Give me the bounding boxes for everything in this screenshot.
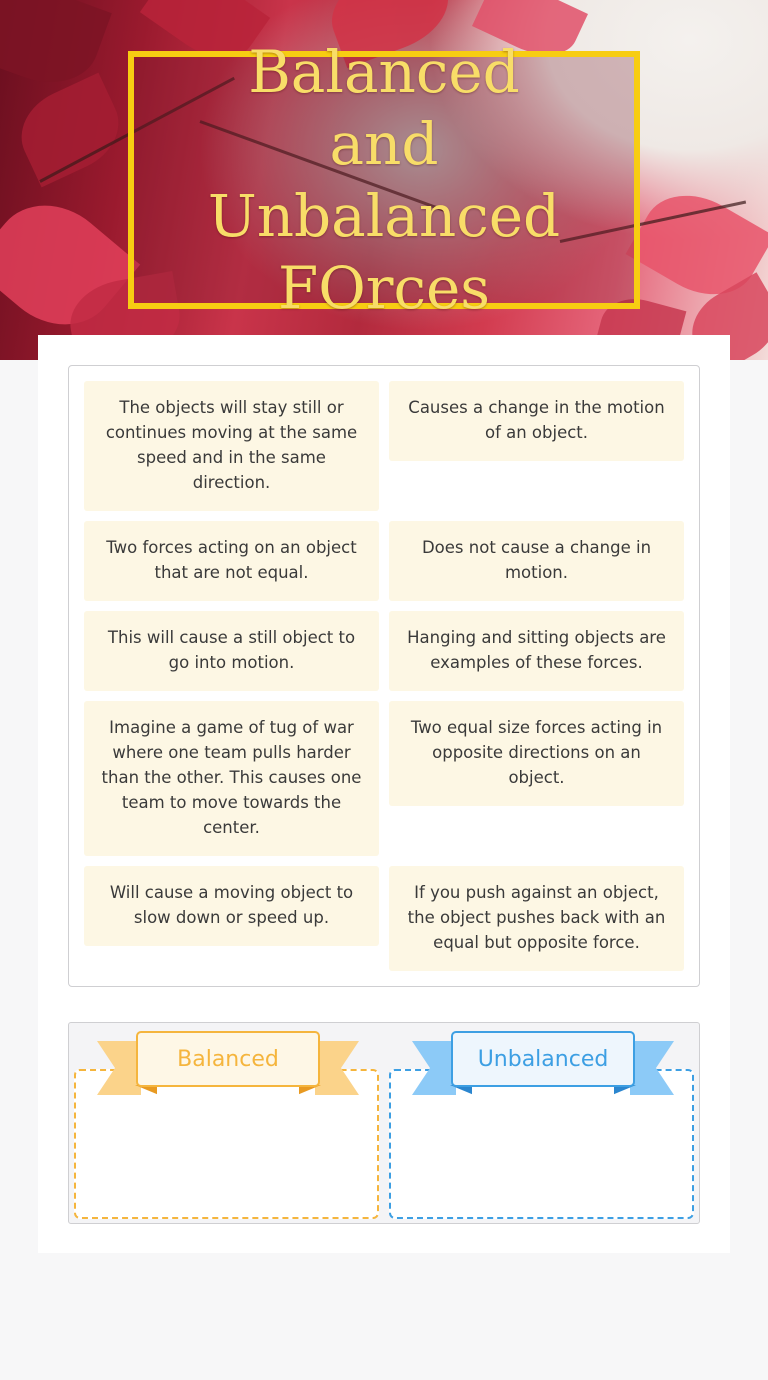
draggable-item[interactable]: Causes a change in the motion of an object. — [389, 381, 684, 461]
hero-banner — [0, 0, 768, 360]
draggable-item[interactable]: Imagine a game of tug of war where one team pulls harder than the other. This causes one team to move towards the center. — [84, 701, 379, 856]
balanced-label: Balanced — [136, 1031, 320, 1087]
balanced-ribbon — [97, 1031, 359, 1097]
draggable-item[interactable]: This will cause a still object to go into motion. — [84, 611, 379, 691]
draggable-item[interactable]: The objects will stay still or continues moving at the same speed and in the same direction. — [84, 381, 379, 511]
draggable-item[interactable]: Hanging and sitting objects are examples of these forces. — [389, 611, 684, 691]
page-title: Balanced and Unbalanced FOrces — [207, 38, 561, 322]
draggable-item[interactable]: If you push against an object, the object pushes back with an equal but opposite force. — [389, 866, 684, 971]
unbalanced-label: Unbalanced — [451, 1031, 635, 1087]
unbalanced-ribbon — [412, 1031, 674, 1097]
sorting-buckets — [68, 1022, 700, 1224]
draggable-item[interactable]: Two forces acting on an object that are not equal. — [84, 521, 379, 601]
leaf-decoration — [8, 73, 132, 188]
activity-card — [38, 335, 730, 1253]
draggable-item[interactable]: Will cause a moving object to slow down or speed up. — [84, 866, 379, 946]
draggable-items-area — [68, 365, 700, 987]
draggable-item[interactable]: Two equal size forces acting in opposite directions on an object. — [389, 701, 684, 806]
title-frame — [128, 38, 640, 322]
draggable-item[interactable]: Does not cause a change in motion. — [389, 521, 684, 601]
